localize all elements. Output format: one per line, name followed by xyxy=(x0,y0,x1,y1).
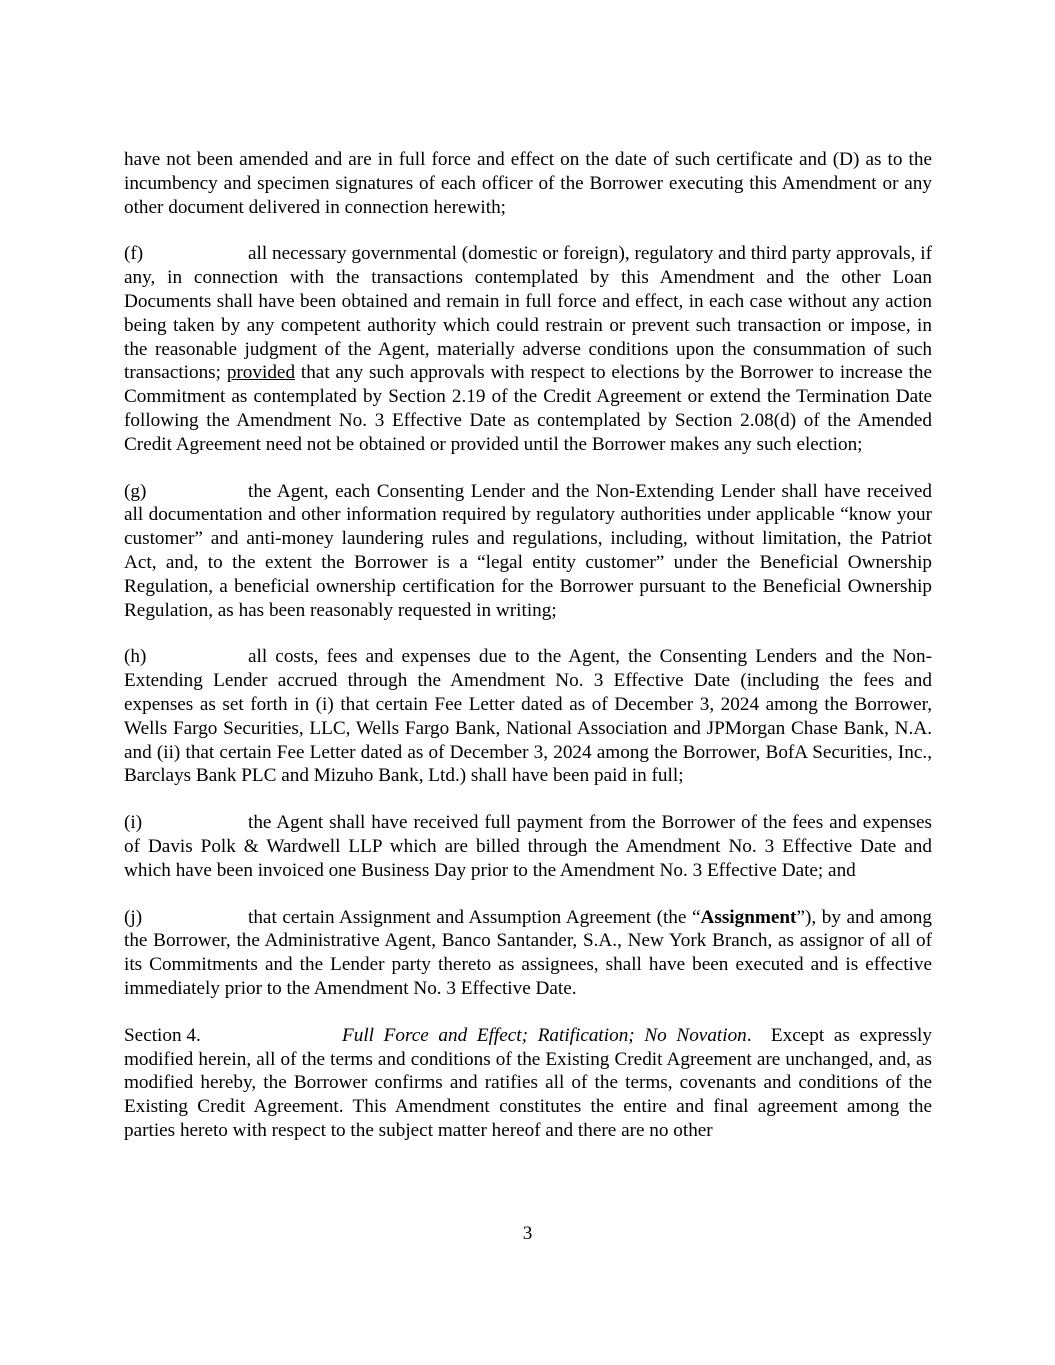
clause-g-label: (g) xyxy=(124,480,147,502)
section-4-text: Except as expressly modified herein, all of the terms and conditions of the Existing Credit Agreement are unchanged, and, as modified hereby, the Borrower confirms and ratifies all of the terms, covenants and conditions of the Existing Credit Agreement. This Amendment constitutes the entire and final agreement among the parties hereto with respect to the subject matter hereof and there are no other xyxy=(124,1024,937,1141)
section-4-heading-suffix: . xyxy=(746,1024,752,1046)
clause-h-text: all costs, fees and expenses due to the Agent, the Consenting Lenders and the Non-Extending Lender accrued through the Amendment No. 3 Effective Date (including the fees and expenses as set forth in (i) that certain Fee Letter dated as of December 3, 2024 among the Borrower, Wells Fargo Securities, LLC, Wells Fargo Bank, National Association and JPMorgan Chase Bank, N.A. and (ii) that certain Fee Letter dated as of December 3, 2024 among the Borrower, BofA Securities, Inc., Barclays Bank PLC and Mizuho Bank, Ltd.) shall have been paid in full; xyxy=(124,646,932,787)
clause-j-text-before: that certain Assignment and Assumption Agreement (the “ xyxy=(248,906,701,928)
clause-j-assignment-term: Assignment xyxy=(700,906,797,928)
clause-i-text: the Agent shall have received full payment from the Borrower of the fees and expenses of Davis Polk & Wardwell LLP which are billed through the Amendment No. 3 Effective Date and which have been invoiced one Business Day prior to the Amendment No. 3 Effective Date; and xyxy=(124,812,932,881)
clause-f xyxy=(124,242,932,456)
continuation-paragraph: have not been amended and are in full force and effect on the date of such certificate and (D) as to the incumbency and specimen signatures of each officer of the Borrower executing this Amendment or any other document delivered in connection herewith; xyxy=(124,149,932,218)
clause-g xyxy=(124,480,932,623)
clause-i-label: (i) xyxy=(124,812,143,834)
clause-i xyxy=(124,811,932,882)
clause-f-text-before: all necessary governmental (domestic or foreign), regulatory and third party approvals, if any, in connection with the transactions contemplated by this Amendment and the other Loan Documents shall have been obtained and remain in full force and effect, in each case without any action being taken by any competent authority which could restrain or prevent such transaction or impose, in the reasonable judgment of the Agent, materially adverse conditions upon the consummation of such transactions; xyxy=(124,243,932,384)
page-number: 3 xyxy=(522,1223,533,1244)
section-4-label: Section 4. xyxy=(124,1024,201,1046)
clause-f-provided: provided xyxy=(226,362,296,384)
section-4 xyxy=(124,1024,937,1143)
clause-f-text-after: that any such approvals with respect to elections by the Borrower to increase the Commitment as contemplated by Section 2.19 of the Credit Agreement or extend the Termination Date following the Amendment No. 3 Effective Date as contemplated by Section 2.08(d) of the Amended Credit Agreement need not be obtained or provided until the Borrower makes any such election; xyxy=(124,362,932,455)
clause-f-label: (f) xyxy=(124,243,144,265)
section-4-heading: Full Force and Effect; Ratification; No Novation xyxy=(342,1024,747,1046)
clause-j-label: (j) xyxy=(124,906,143,928)
clause-j-text-after: ”), by and among the Borrower, the Administrative Agent, Banco Santander, S.A., New York Branch, as assignor of all of its Commitments and the Lender party thereto as assignees, shall have been executed and is effective immediately prior to the Amendment No. 3 Effective Date. xyxy=(124,906,932,999)
clause-h-label: (h) xyxy=(124,646,147,668)
document-page xyxy=(124,148,937,1166)
clause-g-text: the Agent, each Consenting Lender and the Non-Extending Lender shall have received all documentation and other information required by regulatory authorities under applicable “know your customer” and anti-money laundering rules and regulations, including, without limitation, the Patriot Act, and, to the extent the Borrower is a “legal entity customer” under the Beneficial Ownership Regulation, a beneficial ownership certification for the Borrower pursuant to the Beneficial Ownership Regulation, as has been reasonably requested in writing; xyxy=(124,480,932,621)
clause-h xyxy=(124,645,932,788)
clause-j xyxy=(124,906,932,1001)
